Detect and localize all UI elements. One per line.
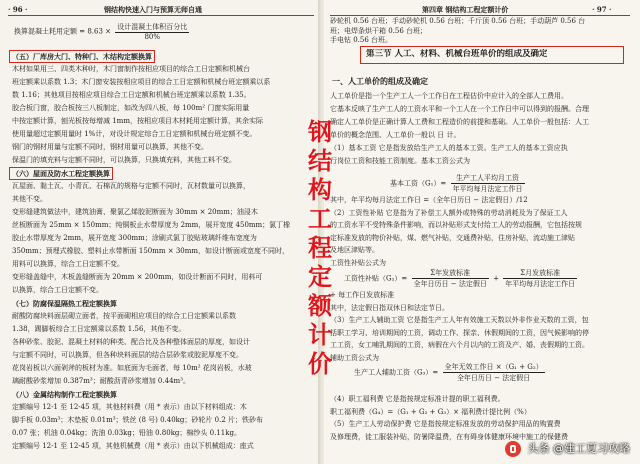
text-line: 括职工学习、培训期间的工资，调动工作、探亲、休假期间的工资，因气候影响的停 [330,328,589,337]
subsidy-den2: 年平均每月法定工作日 [505,280,576,288]
right-page-header [330,3,630,16]
text-line: 花岗岩板以六面剁斧的板材为准。如底面为毛面者，每 10m² 花岗岩板，水玻 [12,364,252,372]
text-line: （4）职工福利费 它是指按规定标准计提的职工福利费。 [330,395,505,403]
overlay-title-char: 价 [308,350,332,378]
aux-wage-formula [354,362,547,383]
text-line: 变形缝建筑做法中，建筑油膏、聚氯乙烯胶泥断面为 30mm × 20mm；油浸木 [12,208,258,216]
subsidy-num1: Σ年发放标准 [412,268,489,279]
watermark-text: 头条 @建工夏习攻略 [527,442,630,455]
text-line: （5）生产工人劳动保护费 它是指按规定标准发放的劳动保护用品的购置费 [330,420,561,428]
text-line: 中按定额计算，刨光板按每增减 1mm，按相应项目木材耗用定额计算，其余实际 [12,117,263,125]
text-line: 确定人工单价是正确计算人工费和工程造价的前提和基础。人工单价一般包括：人工 [330,118,589,126]
overlay-vertical-title [305,118,335,379]
text-line: 的工资水平不受特殊条件影响，而以补贴形式支付给工人的劳动报酬，它包括按规 [330,221,582,229]
text-line: 砂轮机 0.56 台班；手动砂轮机 0.56 台班；千斤顶 0.56 台班；手动葫芦 0.56 台 [330,17,586,25]
concrete-conversion-formula [14,22,191,41]
section-heading: （六）屋面及防水工程定额换算 [12,169,110,178]
text-line: 班定额乘以系数 1.3；木门窗安装按相应项目的综合工日定额和机械台班定额乘以系 [12,78,271,86]
basic-wage-lhs: 基本工资（G₁）= [390,179,447,188]
text-line: 0.07 张；机油 0.04kg；洗油 0.03kg；铅油 0.80kg；棉纱头 0.11kg。 [12,429,241,437]
text-line: 数 1.16；其他项目按相应项目综合工日定额和机械台班定额乘以系数 1.35。 [12,91,251,99]
section-title: 第三节 人工、材料、机械台班单价的组成及确定 [366,49,548,59]
text-line: 木材如果用三、四类木种时，木门窗制作按相应项目的综合工日定额和机械台 [12,65,250,73]
right-chapter-header: 第四章 钢结构工程定额计价 [422,5,509,14]
overlay-title-char: 构 [308,176,332,204]
text-line: 其他不变。 [12,195,47,203]
subsidy-lhs: 工资性补贴（G₂）= [344,274,408,283]
text-line: 各种砂浆、胶泥、混凝土材料的种类、配合比及各种整体面层的厚度，如设计 [12,338,250,346]
text-line: 及修理费，徒工服装补贴，防暑降温费，在有碍身体健康环境中施工的保健费 [330,432,568,441]
overlay-title-char: 额 [308,292,332,320]
basic-wage-num: 生产工人平均月工资 [451,173,525,184]
overlay-title-char: 定 [308,263,332,291]
basic-wage-formula [390,173,527,194]
formula-denominator: 80% [144,33,161,41]
aux-wage-lhs: 生产工人辅助工资（G₃）= [354,368,439,377]
text-line: 璃耐酸砂浆增加 0.387m³；耐酸沥青砂浆增加 0.44m³。 [12,377,190,385]
aux-wage-den: 全年日历日 − 法定假日 [456,374,531,382]
text-line: 胶止水带厚度为 2mm，展开宽度 300mm；涂刷式氯丁胶贴玻璃纤维布宽度为 [12,234,257,242]
text-line: 职工福利费（G₄）=（G₁ + G₂ + G₃）× 福利费计提比例（%） [330,407,531,416]
text-line: （1）基本工资 它是指发放给生产工人的基本工资。生产工人的基本工资应执 [330,144,568,152]
text-line: 钢门的钢材用量与定额不同时，钢材用量可以换算，其他不变。 [12,143,208,151]
text-line: 定额编号 12-1 至 12-45 项，其他材料费（用 * 表示）由以下材料组成：木 [12,403,247,411]
right-page-number: · 97 · [592,5,612,14]
text-line: 350mm；预埋式橡胶、塑料止水带断面 150mm × 30mm，如设计断面或宽度不同时， [12,247,289,255]
text-line: （2）工资性补贴 它是指为了补偿工人额外或特殊的劳动消耗及为了保证工人 [330,208,568,217]
text-line: 瓦屋面、黏土瓦、小青瓦、石棉瓦的规格与定额不同时，瓦材数量可以换算， [12,182,250,190]
toutiao-logo-icon [505,441,521,457]
left-running-header: 钢结构快速入门与预算无师自通 [104,5,202,14]
overlay-title-char: 计 [308,321,332,349]
text-line: 行岗位工资和技能工资制度。基本工资公式为 [330,157,470,165]
text-line: （3）生产工人辅助工资 它是指生产工人年有效施工天数以外非作业天数的工资，包 [330,316,589,324]
subsidy-num2: Σ月发放标准 [503,268,577,279]
text-line: 单价的概念范围、人工单价一般以 日 计。 [330,131,461,139]
text-line: 它基本反映了生产工人的工资水平和一个工人在一个工作日中可以得到的报酬。合理 [330,105,589,113]
wage-subsidy-formula [344,268,579,289]
left-page-header [8,3,314,16]
text-line: 脚手板 0.03m³；木垫板 0.01m³；铁丝 (8 号) 0.40kg；砂轮片 0.2 片；铁砂布 [12,416,263,424]
text-line: 人工单价是指一个生产工人一个工作日在工程估价中应计入的全部人工费用。 [330,92,568,100]
formula-prefix: 换算混凝土耗用定额 = 8.63 × [14,27,111,36]
text-line: 工资性补贴公式为 [330,258,386,267]
text-line: 用料可以换算，综合工日定额不变。 [12,260,124,268]
text-line: 与定额不同时，可以换算，但各种块料面层的结合层砂浆或胶泥厚度不变。 [12,351,243,359]
heading-highlight-box [9,50,155,63]
text-line: 使用量超过定额用量时 1%计，对设计规定综合工日定额和机械台班定额不变。 [12,130,257,138]
text-line: 变形缝盖缝中，木板盖缝断面为 20mm × 200mm，如设计断面不同时，用料可 [12,273,263,281]
text-line: 耐酸防腐块料面层砌立面者，按平面砌相应项目的综合工日定额乘以系数 [12,312,236,320]
subsidy-plus: + [493,274,499,283]
right-page [324,0,640,464]
text-line: 保温门的填充料与定额不同时，可以换算，只换填充料，其他工料不变。 [12,156,236,164]
text-line: 胶合板门窗，胶合板按三八板制定，如改为四八板，每 100m² 门窗实际用量 [12,104,250,112]
text-line: 其中，年平均每月法定工作日 =（全年日历日 − 法定假日）/12 [330,196,528,204]
text-line: 其中，法定假日指双休日和法定节日。 [330,303,449,312]
section-heading: （五）厂库房大门、特种门、木结构定额换算 [12,52,152,61]
aux-wage-num: 全年无效工作日 ×（G₁ + G₂） [444,363,543,371]
text-line: 及地区津贴等。 [330,246,379,254]
text-line: 定标准发放的物价补贴，煤、燃气补贴，交通费补贴，住房补贴，流动施工津贴 [330,233,575,242]
overlay-title-char: 结 [308,147,332,175]
watermark [505,440,630,458]
text-line: 辅助工资公式为 [330,353,379,362]
text-line: 手电钻 0.56 台班。 [330,36,393,44]
text-line: （七）防腐保温隔热工程定额换算 [12,299,117,308]
left-page-number: · 96 · [8,5,28,14]
subsidy-den1: 全年日历日 − 法定假日 [413,280,487,288]
text-line: 以换算，综合工日定额不变。 [12,286,103,294]
text-line: 班；电焊条烘干箱 0.56 台班； [330,26,428,35]
text-line: 1.38，踢脚板综合工日定额乘以系数 1.56，其他不变。 [12,325,186,333]
heading-highlight-box [9,167,113,180]
text-line: 丝板断面为 25mm × 150mm；纯铜板止水带厚度为 2mm，展开宽度 450mm；氯丁橡 [12,221,291,229]
formula-numerator: 设计混凝土体积百分比 [117,23,188,31]
overlay-title-char: 程 [308,234,332,262]
text-line: （八）金属结构制作工程定额换算 [12,390,117,399]
overlay-title-char: 钢 [308,118,332,146]
text-line: 工工资，女工哺乳期间的工资，病假在六个月以内的工资及产、婚、丧假期的工资。 [330,341,589,349]
overlay-title-char: 工 [308,205,332,233]
text-line: + 每工作日发放标准 [330,291,395,299]
text-line: 定额编号 12-1 至 12-45 项，其他机械费（用 * 表示）由以下机械组成：座式 [12,442,254,450]
basic-wage-den: 年平均每月法定工作日 [452,185,523,193]
subsection-title: 一、人工单价的组成及确定 [332,77,428,86]
